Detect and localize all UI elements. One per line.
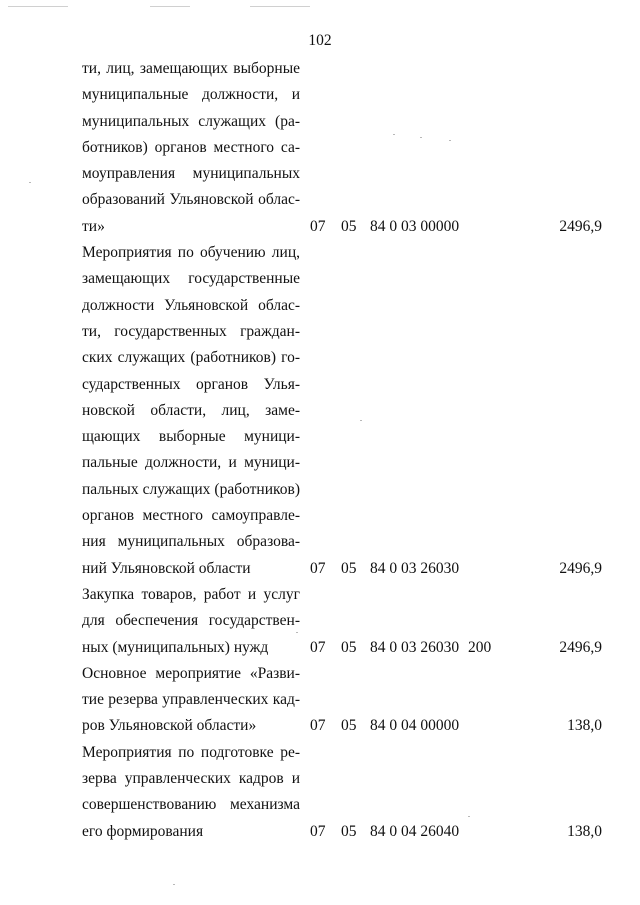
description-line: Мероприятия по обучению лиц, xyxy=(82,244,300,262)
description-line: ров Ульяновской области» xyxy=(82,717,257,735)
description-line: образований Ульяновской облас- xyxy=(82,191,300,209)
row-description xyxy=(82,740,300,845)
amount: 138,0 xyxy=(567,717,602,735)
section-code: 07 xyxy=(310,638,326,656)
description-line: ти, лиц, замещающих выборные xyxy=(82,60,300,77)
description-line: тие резерва управленческих кад- xyxy=(82,691,300,709)
row-description xyxy=(82,661,300,740)
description-line: ти» xyxy=(82,217,105,235)
description-line: новской области, лиц, заме- xyxy=(82,401,300,419)
subsection-code: 05 xyxy=(341,559,357,577)
subsection-code: 05 xyxy=(341,217,357,235)
description-line: моуправления муниципальных xyxy=(82,165,300,183)
section-code: 07 xyxy=(310,717,326,735)
section-code: 07 xyxy=(310,217,326,235)
target-article-code: 84 0 03 26030 xyxy=(370,559,460,577)
description-line: для обеспечения государствен- xyxy=(82,612,300,630)
subsection-code: 05 xyxy=(341,638,357,656)
description-line: ти, государственных граждан- xyxy=(82,322,300,340)
row-description xyxy=(82,582,300,661)
row-description xyxy=(82,240,300,582)
description-line: ских служащих (работников) го- xyxy=(82,349,300,367)
description-line: органов местного самоуправле- xyxy=(82,507,300,525)
target-article-code: 84 0 03 26030 xyxy=(370,638,460,656)
description-line: зерва управленческих кадров и xyxy=(82,770,300,788)
description-line: ных (муниципальных) нужд xyxy=(82,638,269,656)
description-line: муниципальных служащих (ра- xyxy=(82,112,300,130)
description-line: должности Ульяновской облас- xyxy=(82,296,300,314)
row-description xyxy=(82,56,300,240)
description-line: ний Ульяновской области xyxy=(82,559,251,577)
description-line: Мероприятия по подготовке ре- xyxy=(82,743,300,761)
description-line: муниципальные должности, и xyxy=(82,86,300,104)
amount: 2496,9 xyxy=(559,217,602,235)
subsection-code: 05 xyxy=(341,717,357,735)
description-line: Основное мероприятие «Разви- xyxy=(82,664,300,682)
amount: 2496,9 xyxy=(559,559,602,577)
expense-type-code: 200 xyxy=(468,638,492,656)
description-line: Закупка товаров, работ и услуг xyxy=(82,586,300,603)
target-article-code: 84 0 03 00000 xyxy=(370,217,460,235)
amount: 2496,9 xyxy=(559,638,602,656)
description-line: совершенствованию механизма xyxy=(82,796,300,814)
description-line: щающих выборные муници- xyxy=(82,428,300,446)
description-line: сударственных органов Улья- xyxy=(82,375,300,393)
amount: 138,0 xyxy=(567,822,602,840)
target-article-code: 84 0 04 26040 xyxy=(370,822,460,840)
description-line: замещающих государственные xyxy=(82,270,300,288)
section-code: 07 xyxy=(310,559,326,577)
description-line: пальных служащих (работников) xyxy=(82,480,300,498)
target-article-code: 84 0 04 00000 xyxy=(370,717,460,735)
section-code: 07 xyxy=(310,822,326,840)
description-line: его формирования xyxy=(82,822,204,840)
description-line: ния муниципальных образова- xyxy=(82,533,300,551)
subsection-code: 05 xyxy=(341,822,357,840)
description-line: ботников) органов местного са- xyxy=(82,138,300,156)
page-number: 102 xyxy=(308,32,332,49)
description-line: пальные должности, и муници- xyxy=(82,454,300,472)
